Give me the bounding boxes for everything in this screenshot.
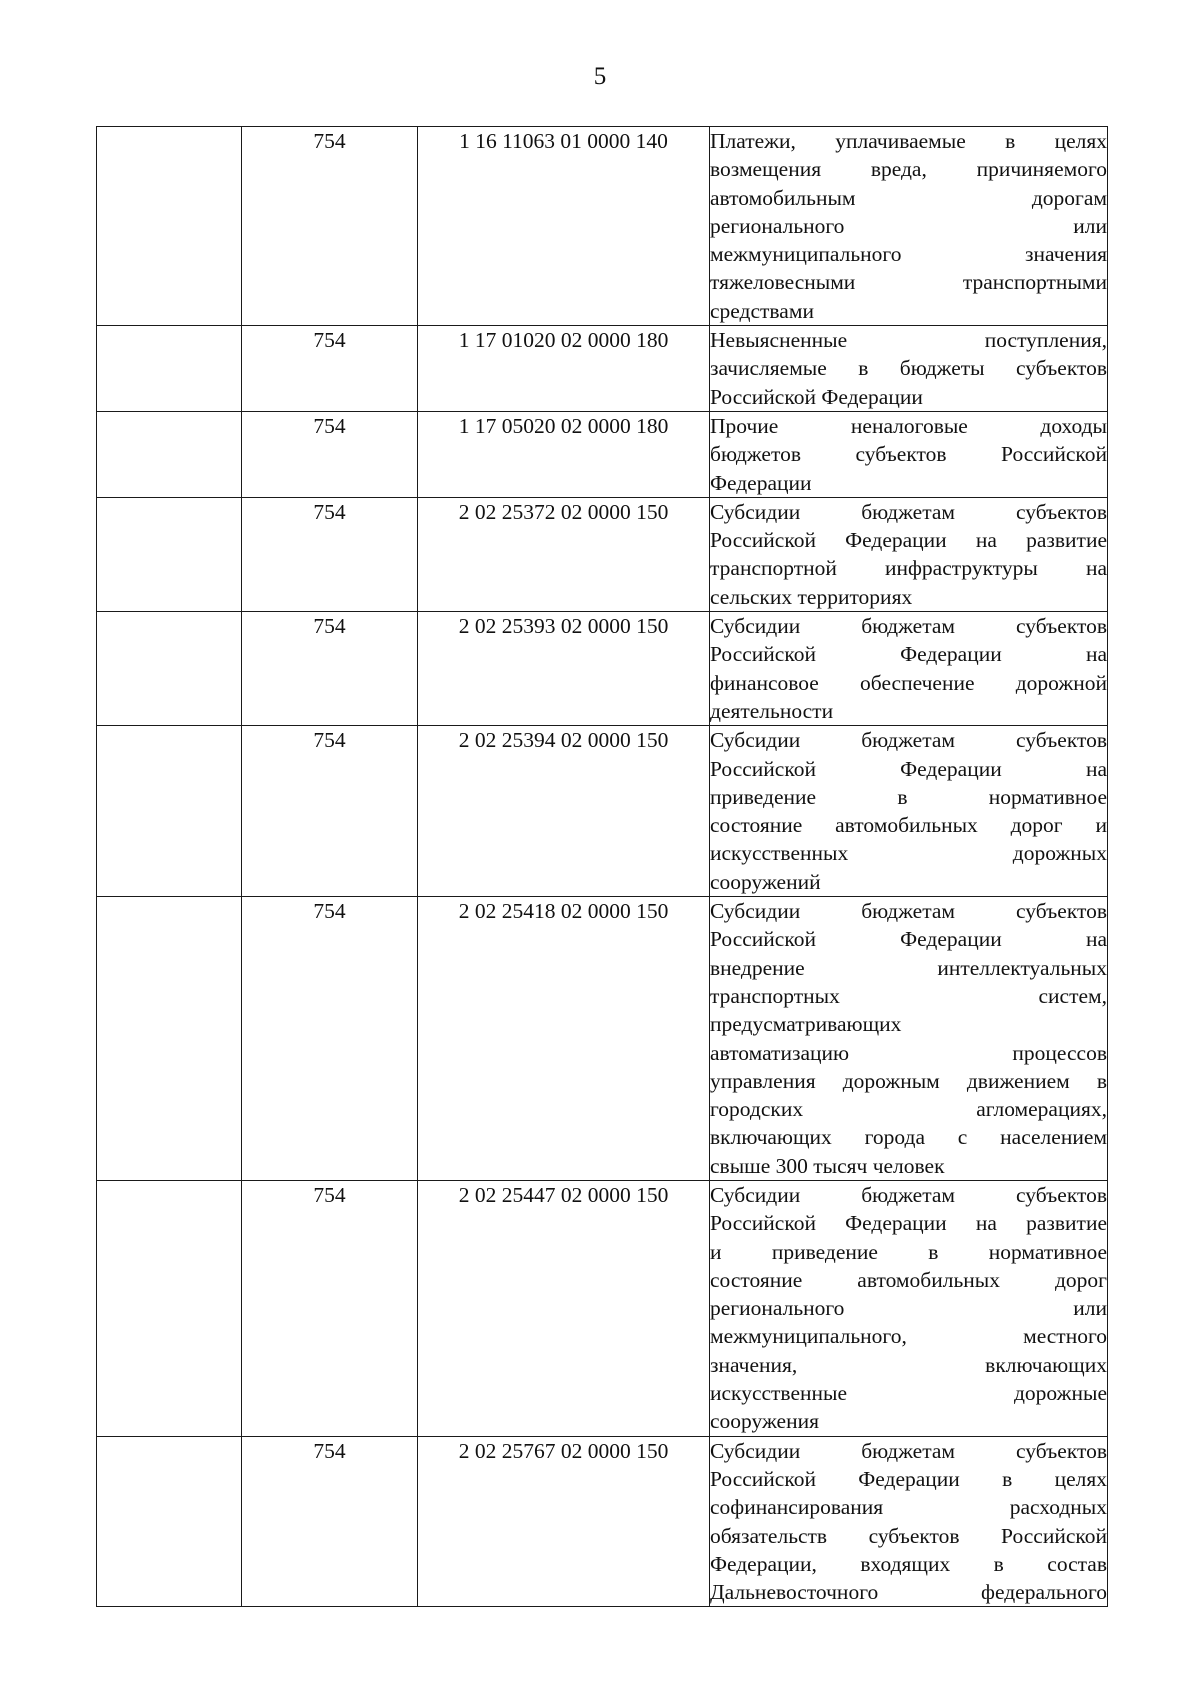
admin-code-cell: 754 bbox=[242, 326, 418, 412]
description-cell bbox=[710, 1180, 1108, 1436]
description-line: Российской Федерации на bbox=[710, 927, 1107, 952]
page-number: 5 bbox=[593, 63, 607, 90]
description-line: значения, включающих bbox=[710, 1352, 1107, 1377]
description-cell bbox=[710, 127, 1108, 326]
description-line: Субсидии бюджетам субъектов bbox=[710, 1182, 1107, 1207]
description-line: автомобильным дорогам bbox=[710, 185, 1107, 210]
description-line: Субсидии бюджетам субъектов bbox=[710, 899, 1107, 924]
description-cell bbox=[710, 612, 1108, 726]
revenue-code-cell: 2 02 25767 02 0000 150 bbox=[418, 1436, 710, 1607]
budget-codes-table bbox=[96, 126, 1108, 1607]
description-line: Российской Федерации в целях bbox=[710, 1466, 1107, 1491]
admin-code-cell: 754 bbox=[242, 1180, 418, 1436]
admin-code-cell: 754 bbox=[242, 612, 418, 726]
table-row bbox=[97, 1436, 1108, 1607]
description-line: Невыясненные поступления, bbox=[710, 328, 1107, 353]
description-line: межмуниципального, местного bbox=[710, 1324, 1107, 1349]
table-row bbox=[97, 612, 1108, 726]
revenue-code-cell: 2 02 25393 02 0000 150 bbox=[418, 612, 710, 726]
description-line: обязательств субъектов Российской bbox=[710, 1523, 1107, 1548]
description-line: сооружения bbox=[710, 1409, 819, 1434]
table-row bbox=[97, 897, 1108, 1181]
description-line: Российской Федерации на развитие bbox=[710, 1211, 1107, 1236]
empty-cell bbox=[97, 897, 242, 1181]
table-row bbox=[97, 1180, 1108, 1436]
description-line: Субсидии бюджетам субъектов bbox=[710, 1438, 1107, 1463]
description-line: сельских территориях bbox=[710, 584, 913, 609]
admin-code-cell: 754 bbox=[242, 897, 418, 1181]
description-line: искусственные дорожные bbox=[710, 1381, 1107, 1406]
description-line: приведение в нормативное bbox=[710, 784, 1107, 809]
description-line: софинансирования расходных bbox=[710, 1495, 1107, 1520]
description-line: Платежи, уплачиваемые в целях bbox=[710, 129, 1107, 153]
empty-cell bbox=[97, 127, 242, 326]
description-line: Субсидии бюджетам субъектов bbox=[710, 499, 1107, 524]
description-line: предусматривающих bbox=[710, 1012, 902, 1037]
description-line: Федерации bbox=[710, 470, 812, 495]
description-line: состояние автомобильных дорог и bbox=[710, 813, 1107, 838]
description-line: управления дорожным движением в bbox=[710, 1068, 1107, 1093]
admin-code-cell: 754 bbox=[242, 411, 418, 497]
description-line: регионального или bbox=[710, 213, 1107, 238]
description-cell bbox=[710, 326, 1108, 412]
empty-cell bbox=[97, 497, 242, 611]
empty-cell bbox=[97, 1436, 242, 1607]
description-line: Российской Федерации на bbox=[710, 756, 1107, 781]
empty-cell bbox=[97, 326, 242, 412]
empty-cell bbox=[97, 726, 242, 897]
revenue-code-cell: 2 02 25418 02 0000 150 bbox=[418, 897, 710, 1181]
description-line: Субсидии бюджетам субъектов bbox=[710, 614, 1107, 639]
description-line: возмещения вреда, причиняемого bbox=[710, 157, 1107, 182]
empty-cell bbox=[97, 1180, 242, 1436]
description-line: деятельности bbox=[710, 698, 834, 723]
description-line: Прочие неналоговые доходы bbox=[710, 413, 1107, 438]
revenue-code-cell: 1 17 01020 02 0000 180 bbox=[418, 326, 710, 412]
description-line: финансовое обеспечение дорожной bbox=[710, 670, 1107, 695]
description-line: Российской Федерации на bbox=[710, 642, 1107, 667]
description-line: и приведение в нормативное bbox=[710, 1239, 1107, 1264]
description-line: средствами bbox=[710, 298, 814, 323]
revenue-code-cell: 1 17 05020 02 0000 180 bbox=[418, 411, 710, 497]
admin-code-cell: 754 bbox=[242, 1436, 418, 1607]
description-line: свыше 300 тысяч человек bbox=[710, 1153, 945, 1178]
description-line: транспортной инфраструктуры на bbox=[710, 556, 1107, 581]
description-line: Федерации, входящих в состав bbox=[710, 1551, 1107, 1576]
admin-code-cell: 754 bbox=[242, 726, 418, 897]
description-cell bbox=[710, 411, 1108, 497]
description-line: бюджетов субъектов Российской bbox=[710, 442, 1107, 467]
description-line: транспортных систем, bbox=[710, 983, 1107, 1008]
description-line: внедрение интеллектуальных bbox=[710, 955, 1107, 980]
table-row bbox=[97, 411, 1108, 497]
revenue-code-cell: 1 16 11063 01 0000 140 bbox=[418, 127, 710, 326]
admin-code-cell: 754 bbox=[242, 127, 418, 326]
table-row bbox=[97, 497, 1108, 611]
admin-code-cell: 754 bbox=[242, 497, 418, 611]
description-line: автоматизацию процессов bbox=[710, 1040, 1107, 1065]
description-line: искусственных дорожных bbox=[710, 841, 1107, 866]
empty-cell bbox=[97, 612, 242, 726]
description-line: зачисляемые в бюджеты субъектов bbox=[710, 356, 1107, 381]
description-cell bbox=[710, 497, 1108, 611]
description-line: Российской Федерации bbox=[710, 384, 923, 409]
description-line: Российской Федерации на развитие bbox=[710, 528, 1107, 553]
table-row bbox=[97, 326, 1108, 412]
table-row bbox=[97, 127, 1108, 326]
revenue-code-cell: 2 02 25394 02 0000 150 bbox=[418, 726, 710, 897]
description-cell bbox=[710, 726, 1108, 897]
description-line: включающих города с населением bbox=[710, 1125, 1107, 1150]
empty-cell bbox=[97, 411, 242, 497]
table-row bbox=[97, 726, 1108, 897]
description-line: Субсидии бюджетам субъектов bbox=[710, 728, 1107, 753]
revenue-code-cell: 2 02 25447 02 0000 150 bbox=[418, 1180, 710, 1436]
description-cell bbox=[710, 897, 1108, 1181]
description-line: Дальневосточного федерального bbox=[710, 1580, 1107, 1605]
description-cell bbox=[710, 1436, 1108, 1607]
description-line: сооружений bbox=[710, 869, 821, 894]
description-line: межмуниципального значения bbox=[710, 242, 1107, 267]
table-body bbox=[97, 127, 1108, 1607]
description-line: тяжеловесными транспортными bbox=[710, 270, 1107, 295]
description-line: городских агломерациях, bbox=[710, 1097, 1107, 1122]
revenue-code-cell: 2 02 25372 02 0000 150 bbox=[418, 497, 710, 611]
description-line: регионального или bbox=[710, 1296, 1107, 1321]
description-line: состояние автомобильных дорог bbox=[710, 1267, 1107, 1292]
